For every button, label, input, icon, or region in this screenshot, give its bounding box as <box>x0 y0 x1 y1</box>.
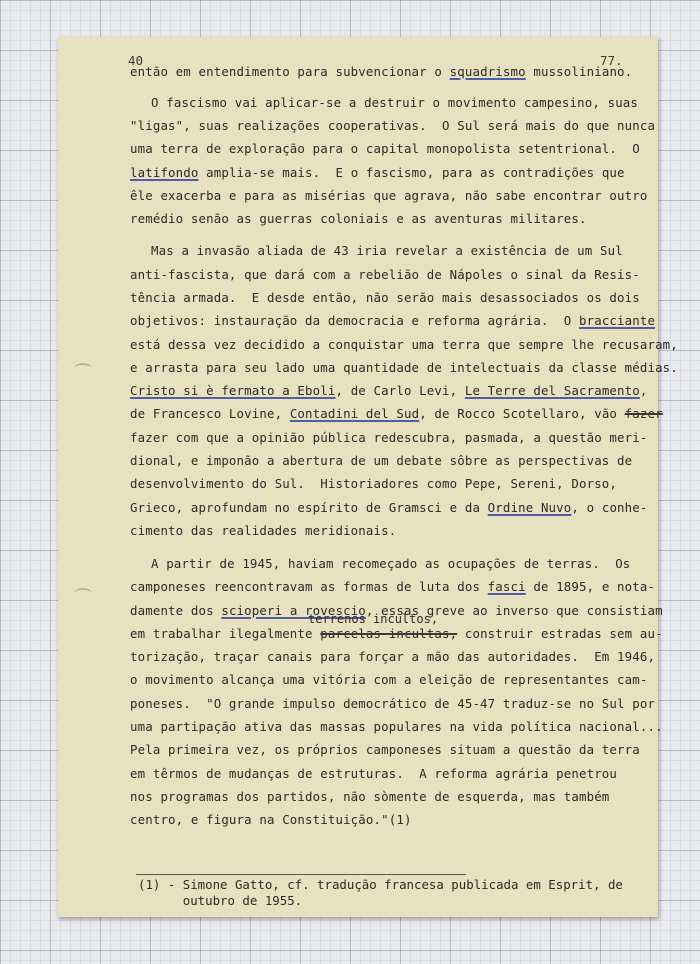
text-line <box>130 500 648 515</box>
text-line <box>130 812 412 827</box>
text-run: e arrasta para seu lado uma quantidade de intelectuais da classe médias. <box>130 360 678 375</box>
text-run: damente dos <box>130 603 222 618</box>
text-run: está dessa vez decidido a conquistar uma terra que sempre lhe recusaram, <box>130 337 678 352</box>
text-line <box>130 719 663 734</box>
text-line <box>130 165 625 180</box>
text-run: anti-fascista, que dará com a rebelião de Nápoles o sinal da Resis- <box>130 267 640 282</box>
text-run: cimento das realidades meridionais. <box>130 523 397 538</box>
text-run: fazer com que a opinião pública redescubra, pasmada, a questão meri- <box>130 430 648 445</box>
text-line <box>130 267 640 282</box>
text-run: , <box>639 383 648 398</box>
struck-out-text: parcelas incultas, <box>320 626 458 641</box>
text-run: amplia-se mais. E o fascismo, para as contradições que <box>198 165 625 180</box>
text-line <box>130 523 396 538</box>
footnote-rule <box>136 874 466 875</box>
text-line <box>130 313 655 328</box>
text-run: , de Carlo Levi, <box>335 383 465 398</box>
text-line <box>130 211 587 226</box>
underlined-title: squadrismo <box>449 64 526 79</box>
text-run: Mas a invasão aliada de 43 iria revelar a existência de um Sul <box>151 243 623 258</box>
text-line <box>130 64 632 79</box>
underlined-title: bracciante <box>578 313 656 328</box>
text-run: , essas greve ao inverso que consistiam <box>365 603 663 618</box>
text-run: , o conhe- <box>571 500 648 515</box>
punch-hole <box>74 588 92 599</box>
text-run: torização, traçar canais para forçar a mão das autoridades. Em 1946, <box>130 649 656 664</box>
footnote-line-2: outubro de 1955. <box>138 893 303 908</box>
text-line <box>130 118 655 133</box>
text-run: de 1895, e nota- <box>525 579 656 594</box>
underlined-title: fasci <box>487 579 526 594</box>
typed-page <box>58 37 678 917</box>
page-number-right: 77. <box>600 53 623 68</box>
text-run: Pela primeira vez, os próprios camponeses situam a questão da terra <box>130 742 640 757</box>
text-run: objetivos: instauração da democracia e reforma agrária. O <box>130 313 579 328</box>
text-run: , de Rocco Scotellaro, vão <box>419 406 625 421</box>
text-run: camponeses reencontravam as formas de luta dos <box>130 579 488 594</box>
text-run: construir estradas sem au- <box>457 626 663 641</box>
text-run: tência armada. E desde então, não serão mais desassociados os dois <box>130 290 640 305</box>
text-line <box>130 742 640 757</box>
footnote-line-1: (1) - Simone Gatto, cf. tradução francesa publicada em Esprit, de <box>138 877 623 892</box>
text-line <box>130 672 647 687</box>
underlined-title: Contadini del Sud <box>289 406 420 421</box>
underlined-title: scioperi a rovescio <box>221 603 366 618</box>
text-run: uma terra de exploração para o capital monopolista setentrional. O <box>130 141 640 156</box>
text-line <box>130 360 678 375</box>
handwritten-insertion: terrenos incultos, <box>308 612 439 626</box>
text-run: o movimento alcança uma vitória com a eleição de representantes cam- <box>130 672 648 687</box>
text-run: uma partipação ativa das massas populares na vida política nacional... <box>130 719 663 734</box>
page-number-left: 40 <box>128 53 144 68</box>
text-line <box>130 141 640 156</box>
underlined-title: Le Terre del Sacramento <box>464 383 640 398</box>
text-run: em têrmos de mudanças de estruturas. A reforma agrária penetrou <box>130 766 618 781</box>
text-run: O fascismo vai aplicar-se a destruir o movimento campesino, suas <box>151 95 639 110</box>
underlined-title: Cristo si è fermato a Eboli <box>130 383 336 398</box>
text-line <box>130 453 632 468</box>
text-line <box>151 95 638 110</box>
text-run: centro, e figura na Constituição."(1) <box>130 812 412 827</box>
text-line <box>130 476 617 491</box>
text-run: mussoliniano. <box>525 64 633 79</box>
text-line <box>130 290 640 305</box>
text-line <box>130 766 617 781</box>
text-run: de Francesco Lovine, <box>130 406 290 421</box>
text-run: dional, e imponão a abertura de um debate sôbre as perspectivas de <box>130 453 633 468</box>
text-line <box>130 383 648 398</box>
text-run: desenvolvimento do Sul. Historiadores como Pepe, Sereni, Dorso, <box>130 476 618 491</box>
text-run: nos programas dos partidos, não sòmente de esquerda, mas também <box>130 789 610 804</box>
text-line <box>130 337 678 352</box>
text-line <box>130 649 655 664</box>
text-line <box>130 188 647 203</box>
text-line <box>130 406 663 421</box>
struck-out-text: fazer <box>624 406 663 421</box>
text-line <box>130 626 663 641</box>
text-run: em trabalhar ilegalmente <box>130 626 321 641</box>
text-run: A partir de 1945, haviam recomeçado as ocupações de terras. Os <box>151 556 631 571</box>
text-run: então em entendimento para subvencionar o <box>130 64 450 79</box>
underlined-title: Ordine Nuvo <box>487 500 572 515</box>
underlined-title: latifondo <box>130 165 199 180</box>
text-line <box>130 789 609 804</box>
text-run: Grieco, aprofundam no espírito de Gramsci e da <box>130 500 488 515</box>
text-line <box>151 243 623 258</box>
text-line <box>130 696 655 711</box>
text-line <box>130 579 655 594</box>
punch-hole <box>74 363 92 374</box>
text-line <box>130 430 647 445</box>
text-run: êle exacerba e para as misérias que agrava, não sabe encontrar outro <box>130 188 648 203</box>
text-run: "ligas", suas realizações cooperativas. O Sul será mais do que nunca <box>130 118 656 133</box>
text-run: poneses. "O grande impulso democrático de 45-47 traduz-se no Sul por <box>130 696 656 711</box>
text-line <box>151 556 630 571</box>
text-run: remédio senão as guerras coloniais e as aventuras militares. <box>130 211 587 226</box>
